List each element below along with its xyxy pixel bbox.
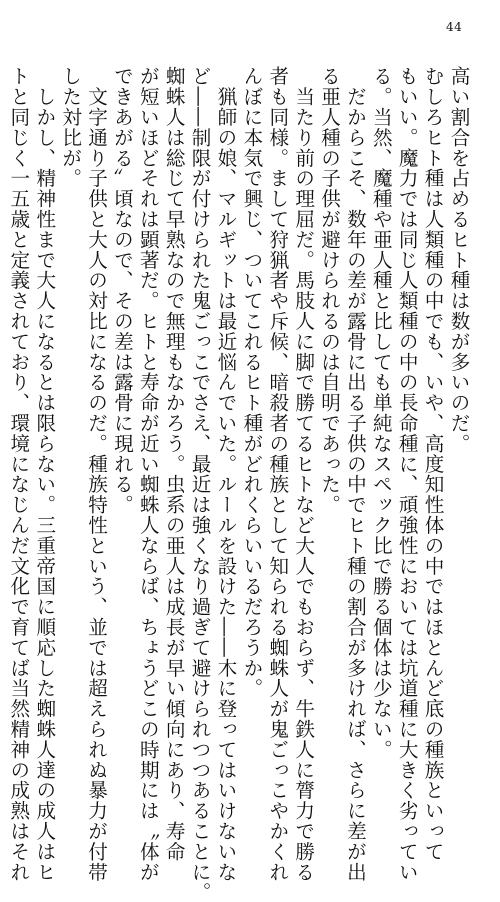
vertical-text-body (6, 66, 470, 902)
text-line: できあがる〟頃なので、その差は露骨に現れる。 (110, 66, 134, 515)
text-line: 文字通り子供と大人の対比になるのだ。種族特性という、並では超えられぬ暴力が付帯 (84, 66, 108, 882)
text-line: むしろヒト種は人類種の中でも、いや、高度知性体の中ではほとんど底の種族といって (421, 66, 445, 862)
text-line: 蜘蛛人は総じて早熟なので無理もなかろう。虫系の亜人は成長が早い傾向にあり、寿命 (162, 66, 186, 862)
text-line: 高い割合を占めるヒト種は数が多いのだ。 (447, 66, 470, 454)
text-line: トと同じく一五歳と定義されており、環境になじんだ文化で育てば当然精神の成熟はそれ (6, 66, 30, 882)
text-line: る。当然、魔種や亜人種と比しても単純なスペック比で勝る個体は少ない。 (369, 66, 393, 760)
text-line: が短いほどそれは顕著だ。ヒトと寿命が近い蜘蛛人ならば、ちょうどこの時期には〝体が (136, 66, 160, 882)
text-line: もいい。魔力では同じ人類種の中の長命種に、頑強性においては坑道種に大きく劣ってい (395, 66, 419, 882)
text-line: 猟師の娘、マルギットは最近悩んでいた。ルールを設けた――木に登ってはいけないな (213, 66, 237, 882)
text-line: 者も同様。まして狩猟者や斥候、暗殺者の種族として知られる蜘蛛人が鬼ごっこやかくれ (265, 66, 289, 882)
text-line: だからこそ、数年の差が露骨に出る子供の中でヒト種の割合が多ければ、さらに差が出 (343, 66, 367, 882)
text-line: る亜人種の子供が避けられるのは自明であった。 (317, 66, 341, 515)
text-line: ど――制限が付けられた鬼ごっこでさえ、最近は強くなり過ぎて避けられつつあることに。 (188, 66, 212, 902)
page-number: 44 (446, 20, 463, 34)
text-line: んぼに本気で興じ、ついてこれるヒト種がどれくらいいるだろうか。 (239, 66, 263, 699)
text-line: しかし、精神性まで大人になるとは限らない。三重帝国に順応した蜘蛛人達の成人はヒ (32, 66, 56, 882)
text-line: 当たり前の理屈だ。馬肢人に脚で勝てるヒトなど大人でもおらず、牛鉄人に膂力で勝る (291, 66, 315, 882)
text-line: した対比が。 (58, 66, 82, 189)
